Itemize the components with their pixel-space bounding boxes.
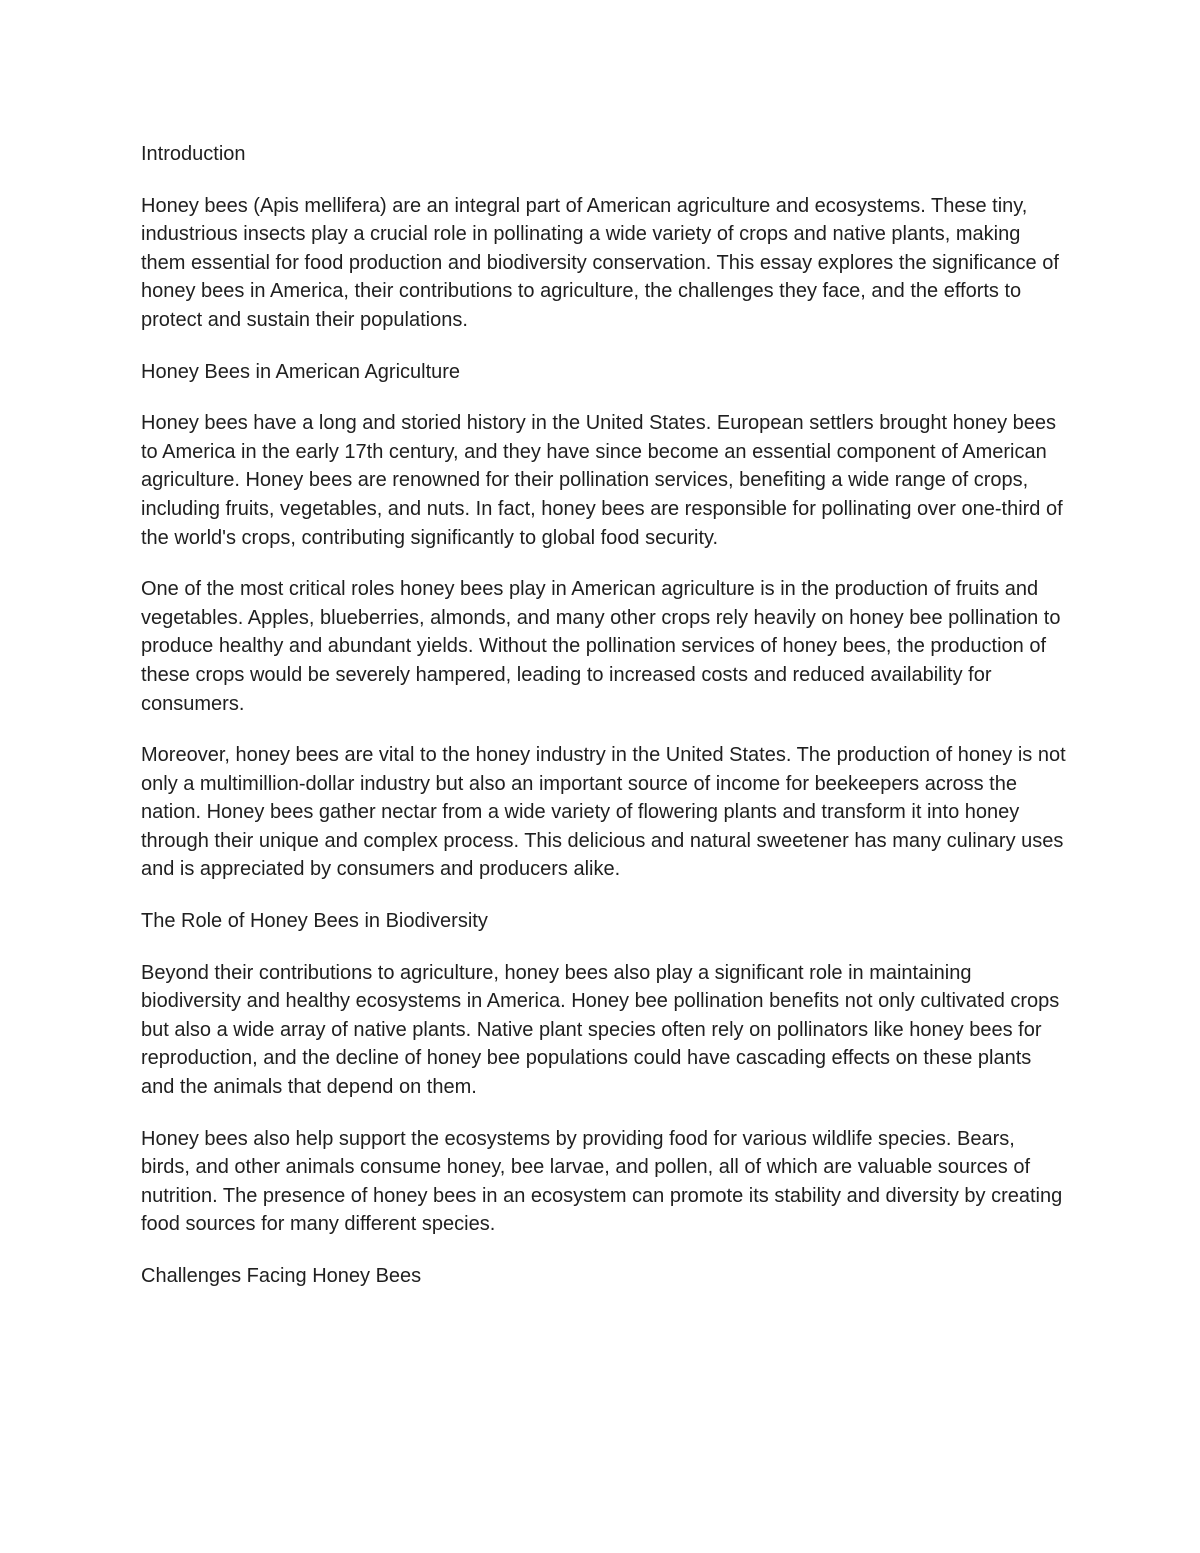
section-heading-biodiversity: The Role of Honey Bees in Biodiversity: [141, 910, 488, 933]
paragraph: Honey bees have a long and storied history in the United States. European settlers brought honey bees to America in the early 17th century, and they have since become an essential component of American agriculture. Honey bees are renowned for their pollination services, benefiting a wide range of crops, including fruits, vegetables, and nuts. In fact, honey bees are responsible for pollinating over one-third of the world's crops, contributing significantly to global food security.: [141, 412, 1063, 549]
section-heading-agriculture: Honey Bees in American Agriculture: [141, 360, 461, 383]
section-heading-introduction: Introduction: [141, 143, 246, 165]
paragraph: Honey bees (Apis mellifera) are an integral part of American agriculture and ecosystems. These tiny, industrious insects play a crucial role in pollinating a wide variety of crops and native plants, making them essential for food production and biodiversity conservation. This essay explores the significance of honey bees in America, their contributions to agriculture, the challenges they face, and the efforts to protect and sustain their populations.: [141, 194, 1059, 331]
paragraph: Moreover, honey bees are vital to the honey industry in the United States. The production of honey is not only a multimillion-dollar industry but also an important source of income for beekeepers across the nation. Honey bees gather nectar from a wide variety of flowering plants and transform it into honey through their unique and complex process. This delicious and natural sweetener has many culinary uses and is appreciated by consumers and producers alike.: [141, 744, 1066, 881]
paragraph: Beyond their contributions to agriculture, honey bees also play a significant role in maintaining biodiversity and healthy ecosystems in America. Honey bee pollination benefits not only cultivated crops but also a wide array of native plants. Native plant species often rely on pollinators like honey bees for reproduction, and the decline of honey bee populations could have cascading effects on these plants and the animals that depend on them.: [141, 961, 1060, 1099]
section-heading-challenges: Challenges Facing Honey Bees: [141, 1265, 422, 1287]
paragraph: One of the most critical roles honey bees play in American agriculture is in the production of fruits and vegetables. Apples, blueberries, almonds, and many other crops rely heavily on honey bee pollination to produce healthy and abundant yields. Without the pollination services of honey bees, the production of these crops would be severely hampered, leading to increased costs and reduced availability for consumers.: [141, 578, 1061, 715]
document-body: [141, 140, 1066, 1314]
paragraph: Honey bees also help support the ecosystems by providing food for various wildlife species. Bears, birds, and other animals consume honey, bee larvae, and pollen, all of which are valuable sources of nutrition. The presence of honey bees in an ecosystem can promote its stability and diversity by creating food sources for many different species.: [141, 1127, 1063, 1236]
